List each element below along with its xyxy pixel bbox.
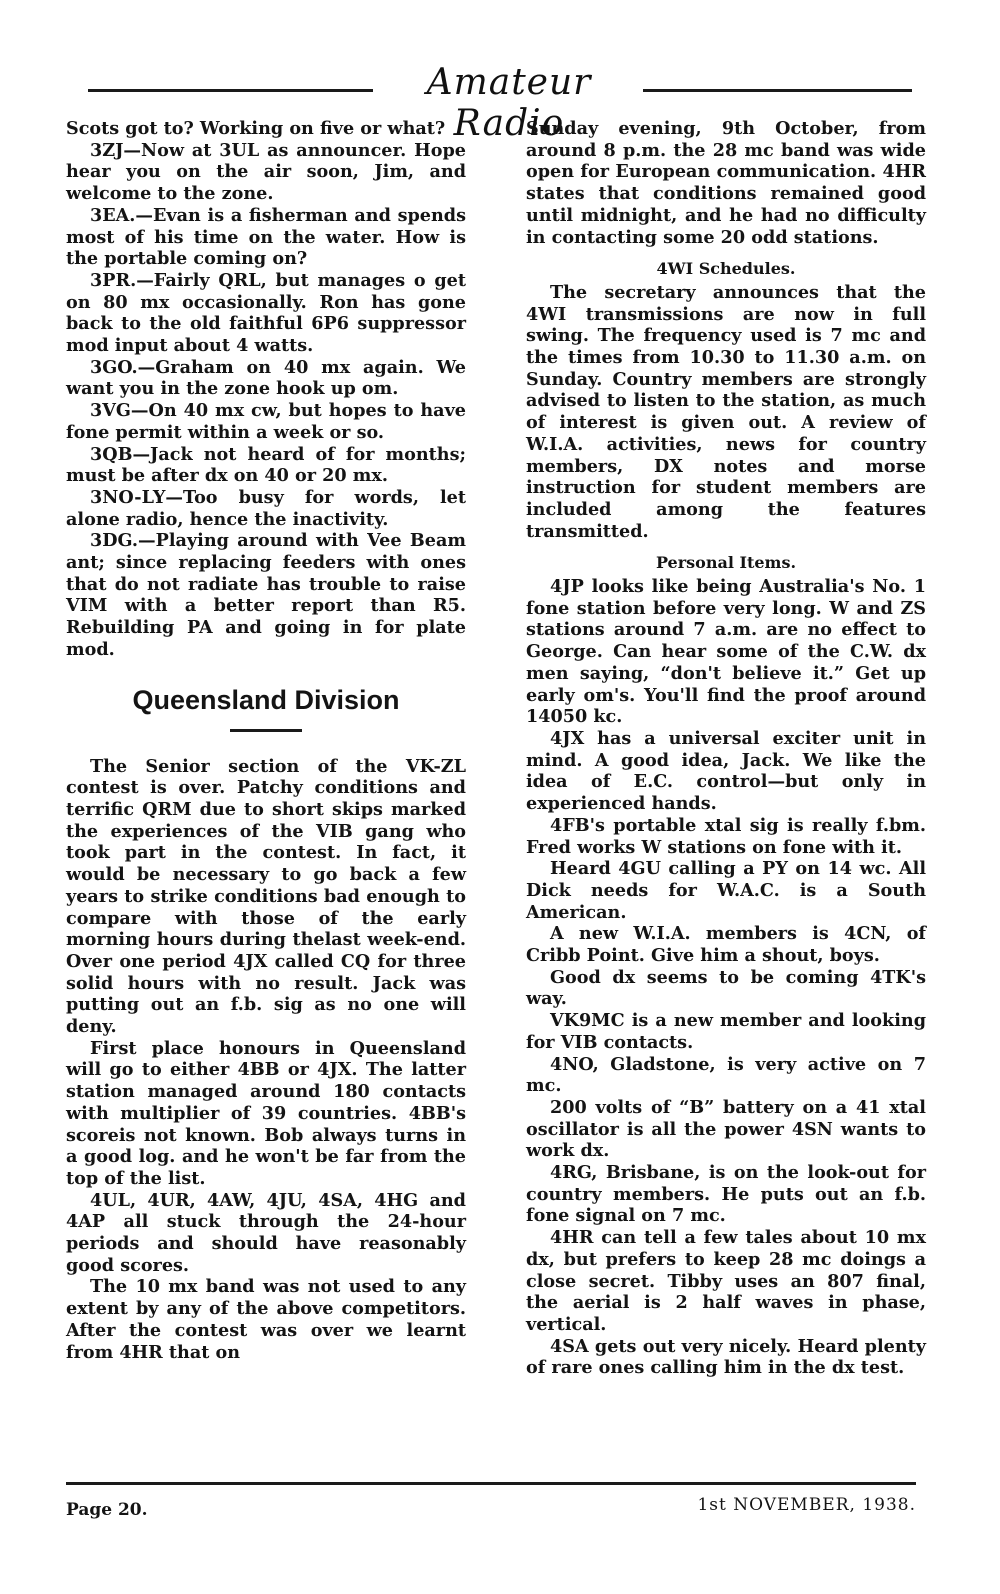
paragraph: 4JX has a universal exciter unit in mind. A good idea, Jack. We like the idea of E.C. control—but only in experienced hands. xyxy=(526,727,926,815)
left-column xyxy=(66,118,466,1363)
paragraph: 3PR.—Fairly QRL, but manages o get on 80 mx occasionally. Ron has gone back to the old faithful 6P6 suppressor mod input about 4 watts. xyxy=(66,269,466,357)
paragraph: Good dx seems to be coming 4TK's way. xyxy=(526,966,926,1010)
masthead-logo: Amateur Radio xyxy=(426,62,592,144)
issue-date: 1st NOVEMBER, 1938. xyxy=(697,1495,916,1515)
paragraph: 3ZJ—Now at 3UL as announcer. Hope hear you on the air soon, Jim, and welcome to the zone. xyxy=(66,139,466,205)
masthead-rule-left xyxy=(88,89,373,92)
right-column xyxy=(526,118,926,1379)
paragraph: The Senior section of the VK-ZL contest is over. Patchy conditions and terrific QRM due to short skips marked the experiences of the VIB gang who took part in the contest. In fact, it would be necessary to go back a few years to strike conditions bad enough to compare with those of the early morning hours during thelast week-end. Over one period 4JX called CQ for three solid hours with no result. Jack was putting out an f.b. sig as no one will deny. xyxy=(66,755,466,1038)
paragraph: 3EA.—Evan is a fisherman and spends most of his time on the water. How is the portable coming on? xyxy=(66,204,466,270)
paragraph: 3QB—Jack not heard of for months; must be after dx on 40 or 20 mx. xyxy=(66,443,466,487)
paragraph: Scots got to? Working on five or what? xyxy=(66,118,446,139)
paragraph: The 10 mx band was not used to any extent by any of the above competitors. After the contest was over we learnt from 4HR that on xyxy=(66,1276,466,1363)
paragraph: 3GO.—Graham on 40 mx again. We want you in the zone hook up om. xyxy=(66,356,466,400)
division-heading: Queensland Division xyxy=(132,684,400,715)
paragraph: 3DG.—Playing around with Vee Beam ant; since replacing feeders with ones that do not radiate has trouble to raise VIM with a better report than R5. Rebuilding PA and going in for plate mod. xyxy=(66,530,466,660)
footer-rule xyxy=(66,1482,916,1485)
paragraph: 4RG, Brisbane, is on the look-out for country members. He puts out an f.b. fone signal on 7 mc. xyxy=(526,1162,926,1227)
paragraph: 3VG—On 40 mx cw, but hopes to have fone permit within a week or so. xyxy=(66,400,466,443)
paragraph: 4UL, 4UR, 4AW, 4JU, 4SA, 4HG and 4AP all stuck through the 24-hour periods and should have reasonably good scores. xyxy=(66,1189,466,1276)
schedules-heading: 4WI Schedules. xyxy=(656,259,796,279)
paragraph: 3NO-LY—Too busy for words, let alone radio, hence the inactivity. xyxy=(66,486,466,530)
heading-rule xyxy=(230,729,302,732)
paragraph: 200 volts of “B” battery on a 41 xtal oscillator is all the power 4SN wants to work dx. xyxy=(526,1096,926,1162)
paragraph: First place honours in Queensland will go to either 4BB or 4JX. The latter station managed around 180 contacts with multiplier of 39 countries. 4BB's scoreis not known. Bob always turns in a good log. and he won't be far from the top of the list. xyxy=(66,1037,466,1189)
paragraph: 4NO, Gladstone, is very active on 7 mc. xyxy=(526,1053,926,1097)
paragraph: 4FB's portable xtal sig is really f.bm. Fred works W stations on fone with it. xyxy=(526,814,926,858)
paragraph: VK9MC is a new member and looking for VIB contacts. xyxy=(526,1010,926,1053)
personal-items-heading: Personal Items. xyxy=(655,553,797,573)
paragraph: The secretary announces that the 4WI transmissions are now in full swing. The frequency used is 7 mc and the times from 10.30 to 11.30 a.m. on Sunday. Country members are strongly advised to listen to the station, as much of interest is given out. A review of W.I.A. activities, news for country members, DX notes and morse instruction for student members are included among the features transmitted. xyxy=(526,281,926,542)
paragraph: A new W.I.A. members is 4CN, of Cribb Point. Give him a shout, boys. xyxy=(526,923,926,967)
paragraph: Sunday evening, 9th October, from around 8 p.m. the 28 mc band was wide open for European communication. 4HR states that conditions remained good until midnight, and he had no difficulty in contacting some 20 odd stations. xyxy=(526,118,926,248)
paragraph: 4JP looks like being Australia's No. 1 fone station before very long. W and ZS stations around 7 a.m. are no effect to George. Can hear some of the C.W. dx men saying, “don't believe it.” Get up early om's. You'll find the proof around 14050 kc. xyxy=(526,576,926,728)
paragraph: 4HR can tell a few tales about 10 mx dx, but prefers to keep 28 mc doings a close secret. Tibby uses an 807 final, the aerial is 2 half waves in phase, vertical. xyxy=(526,1227,926,1335)
masthead-rule-right xyxy=(643,89,912,92)
page-number: Page 20. xyxy=(66,1500,148,1520)
paragraph: 4SA gets out very nicely. Heard plenty of rare ones calling him in the dx test. xyxy=(526,1335,926,1379)
paragraph: Heard 4GU calling a PY on 14 wc. All Dick needs for W.A.C. is a South American. xyxy=(526,858,926,923)
